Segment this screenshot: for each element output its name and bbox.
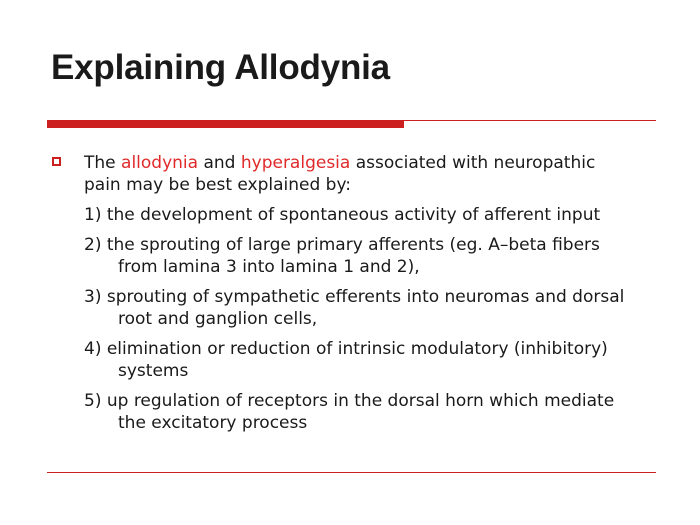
intro-text: [84, 152, 624, 196]
list-item: 4) elimination or reduction of intrinsic modulatory (inhibitory) systems: [84, 339, 608, 381]
list-item: 2) the sprouting of large primary afferents (eg. A–beta fibers from lamina 3 into lamina 1 and 2),: [84, 235, 600, 277]
list-item: 3) sprouting of sympathetic efferents into neuromas and dorsal root and ganglion cells,: [84, 287, 625, 329]
bottom-divider: [47, 472, 656, 473]
explanation-list: [84, 204, 644, 442]
title-underline-thick: [47, 120, 404, 128]
term-allodynia: allodynia: [121, 153, 199, 173]
square-bullet-icon: [52, 157, 61, 166]
intro-prefix: The: [84, 153, 122, 173]
list-item: 1) the development of spontaneous activity of afferent input: [84, 205, 601, 225]
intro-middle: and: [198, 153, 241, 173]
term-hyperalgesia: hyperalgesia: [240, 153, 351, 173]
intro-suffix: associated with neuropathic pain may be best explained by:: [84, 153, 596, 195]
list-item: 5) up regulation of receptors in the dorsal horn which mediate the excitatory process: [84, 391, 615, 433]
slide-title: Explaining Allodynia: [51, 48, 390, 87]
title-underline-thin: [404, 120, 656, 121]
